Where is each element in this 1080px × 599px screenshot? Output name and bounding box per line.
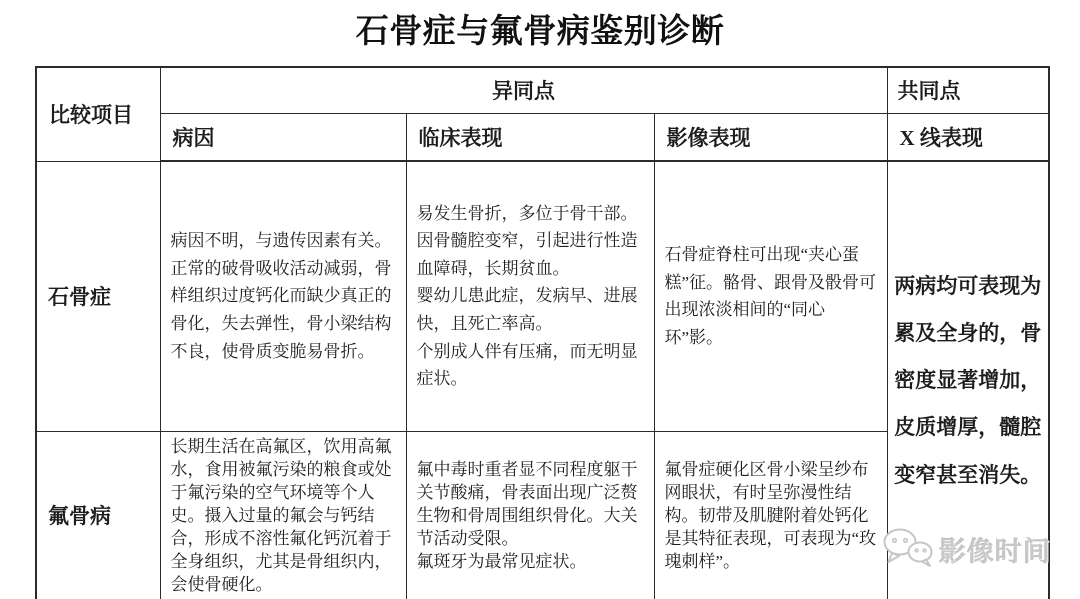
row-label-fluorosis: 氟骨病 [36,431,160,599]
cell-fluorosis-etiology [160,431,406,599]
paragraph: 个别成人伴有压痛，而无明显症状。 [416,341,638,389]
table-row-osteopetrosis [36,161,1049,431]
comparison-table-wrap [35,66,1050,599]
wechat-bubbles-icon [882,527,934,572]
page-title: 石骨症与氟骨病鉴别诊断 [355,14,725,50]
corner-header-cell: 比较项目 [36,67,160,161]
comparison-table [35,66,1050,599]
cell-fluorosis-clinical [406,431,654,599]
header-row-sub [36,113,1049,161]
subheader-clinical: 临床表现 [406,113,654,161]
paragraph: 氟斑牙为最常见症状。 [416,552,587,572]
paragraph: 氟骨症硬化区骨小梁呈纱布网眼状，有时呈弥漫性结构。韧带及肌腱附着处钙化是其特征表现，可表现为“玫瑰刺样”。 [664,459,877,572]
group-header-common: 共同点 [887,67,1049,113]
paragraph: 氟中毒时重者显不同程度躯干关节酸痛，骨表面出现广泛赘生物和骨周围组织骨化。大关节活动受限。 [416,459,638,548]
cell-osteopetrosis-clinical [406,161,654,431]
paragraph: 病因不明，与遗传因素有关。正常的破骨吸收活动减弱，骨样组织过度钙化而缺少真正的骨化，失去弹性，骨小梁结构不良，使骨质变脆易骨折。 [170,231,392,361]
paragraph: 长期生活在高氟区，饮用高氟水，食用被氟污染的粮食或处于氟污染的空气环境等个人史。摄入过量的氟会与钙结合，形成不溶性氟化钙沉着于全身组织，尤其是骨组织内，会使骨硬化。 [170,436,392,595]
paragraph: 石骨症脊柱可出现“夹心蛋糕”征。骼骨、跟骨及骰骨可出现浓淡相间的“同心环”影。 [664,245,877,347]
cell-common-xray: 两病均可表现为累及全身的，骨密度显著增加，皮质增厚，髓腔变窄甚至消失。 [887,161,1049,599]
group-header-differences: 异同点 [160,67,887,113]
subheader-xray: X 线表现 [887,113,1049,161]
watermark-label: 影像时间 [939,537,1051,567]
header-row-groups [36,67,1049,113]
row-label-osteopetrosis: 石骨症 [36,161,160,431]
paragraph: 易发生骨折，多位于骨干部。因骨髓腔变窄，引起进行性造血障碍，长期贫血。 [416,203,638,278]
cell-osteopetrosis-etiology [160,161,406,431]
watermark [882,527,1051,572]
paragraph: 婴幼儿患此症，发病早、进展快，且死亡率高。 [416,286,638,334]
cell-osteopetrosis-imaging [654,161,887,431]
subheader-etiology: 病因 [160,113,406,161]
subheader-imaging: 影像表现 [654,113,887,161]
cell-fluorosis-imaging [654,431,887,599]
